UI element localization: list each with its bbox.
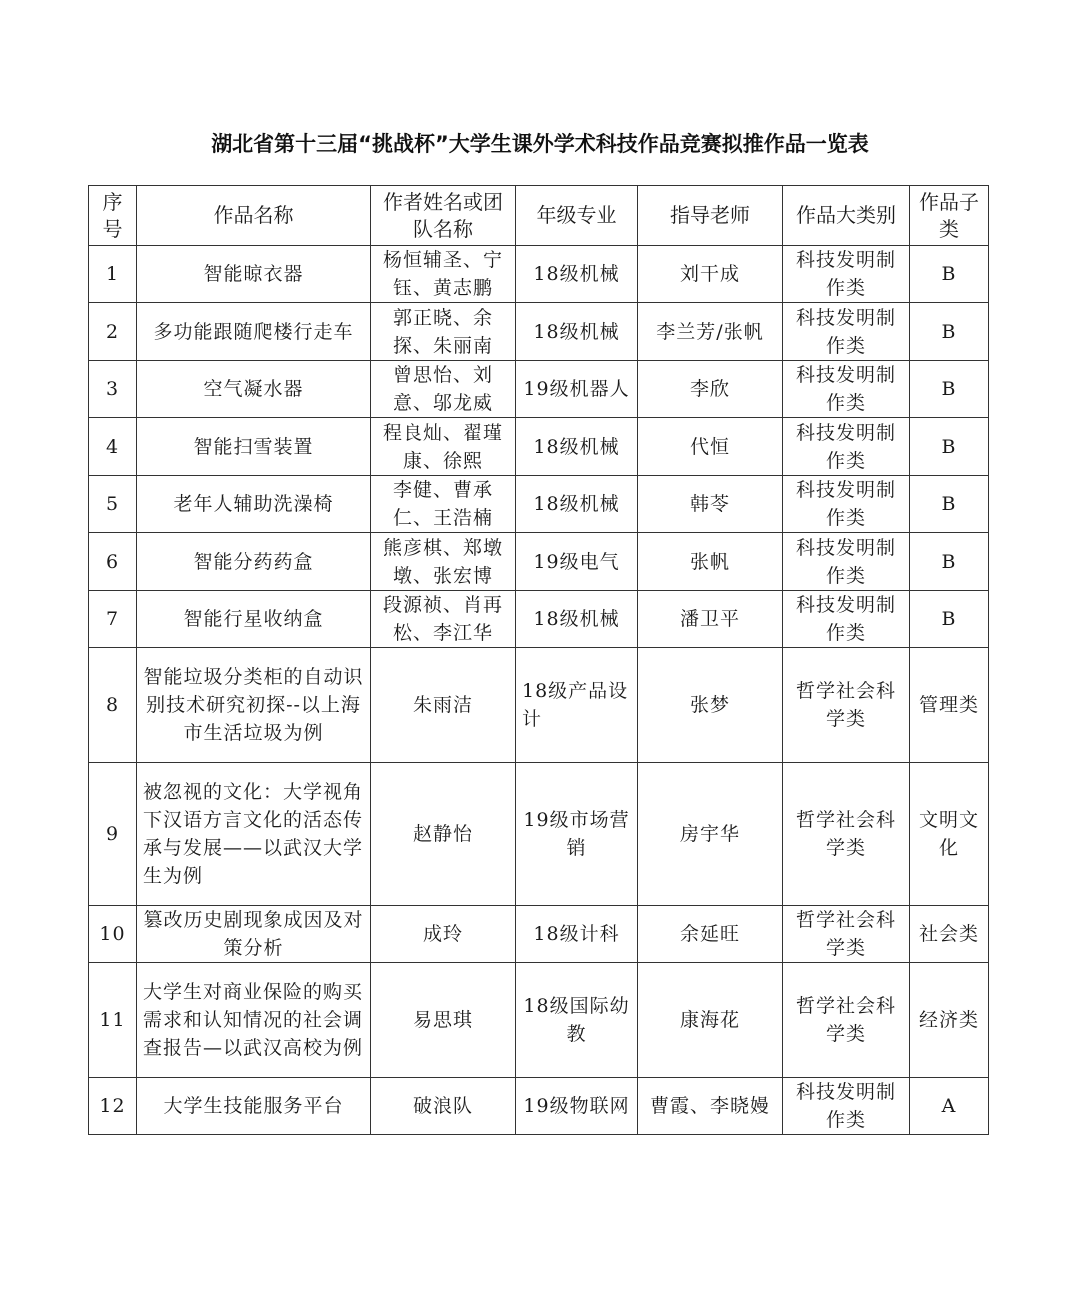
cell-category: 哲学社会科学类: [783, 906, 910, 963]
cell-category: 科技发明制作类: [783, 246, 910, 303]
cell-seq: 9: [89, 763, 137, 906]
cell-category: 哲学社会科学类: [783, 763, 910, 906]
header-teacher: 指导老师: [638, 186, 783, 246]
cell-author: 段源祯、肖再松、李江华: [371, 591, 516, 648]
table-row: [89, 361, 989, 418]
cell-teacher: 房宇华: [638, 763, 783, 906]
cell-seq: 7: [89, 591, 137, 648]
cell-author: 程良灿、翟瑾康、徐熙: [371, 418, 516, 476]
cell-category: 科技发明制作类: [783, 476, 910, 533]
header-major: 年级专业: [516, 186, 638, 246]
cell-name: 老年人辅助洗澡椅: [137, 476, 371, 533]
cell-sub: 经济类: [910, 963, 989, 1078]
cell-author: 成玲: [371, 906, 516, 963]
cell-teacher: 康海花: [638, 963, 783, 1078]
cell-name: 智能垃圾分类柜的自动识别技术研究初探--以上海市生活垃圾为例: [137, 648, 371, 763]
cell-category: 科技发明制作类: [783, 361, 910, 418]
table-row: [89, 648, 989, 763]
cell-sub: B: [910, 418, 989, 476]
cell-seq: 10: [89, 906, 137, 963]
document-title: 湖北省第十三届“挑战杯”大学生课外学术科技作品竞赛拟推作品一览表: [211, 132, 869, 156]
cell-major: 19级电气: [516, 533, 638, 591]
cell-major: 19级市场营销: [516, 763, 638, 906]
cell-sub: 社会类: [910, 906, 989, 963]
table-row: [89, 963, 989, 1078]
cell-category: 科技发明制作类: [783, 418, 910, 476]
cell-sub: B: [910, 533, 989, 591]
cell-major: 18级机械: [516, 246, 638, 303]
cell-seq: 5: [89, 476, 137, 533]
cell-teacher: 潘卫平: [638, 591, 783, 648]
cell-author: 杨恒辅圣、宁钰、黄志鹏: [371, 246, 516, 303]
cell-name: 智能扫雪装置: [137, 418, 371, 476]
cell-category: 科技发明制作类: [783, 303, 910, 361]
header-author: 作者姓名或团队名称: [371, 186, 516, 246]
cell-name: 大学生对商业保险的购买需求和认知情况的社会调查报告—以武汉高校为例: [137, 963, 371, 1078]
cell-sub: B: [910, 246, 989, 303]
cell-name: 被忽视的文化：大学视角下汉语方言文化的活态传承与发展——以武汉大学生为例: [137, 763, 371, 906]
cell-seq: 4: [89, 418, 137, 476]
cell-major: 19级机器人: [516, 361, 638, 418]
header-row: [89, 186, 989, 246]
cell-author: 郭正晓、余探、朱丽南: [371, 303, 516, 361]
cell-name: 大学生技能服务平台: [137, 1078, 371, 1135]
table-row: [89, 418, 989, 476]
cell-teacher: 李欣: [638, 361, 783, 418]
header-name: 作品名称: [137, 186, 371, 246]
cell-sub: B: [910, 591, 989, 648]
cell-category: 哲学社会科学类: [783, 963, 910, 1078]
cell-seq: 3: [89, 361, 137, 418]
table-row: [89, 533, 989, 591]
cell-seq: 11: [89, 963, 137, 1078]
table-row: [89, 763, 989, 906]
header-seq: 序号: [89, 186, 137, 246]
cell-seq: 6: [89, 533, 137, 591]
table-row: [89, 906, 989, 963]
cell-sub: B: [910, 303, 989, 361]
table-row: [89, 591, 989, 648]
works-table: [88, 185, 989, 1135]
cell-seq: 12: [89, 1078, 137, 1135]
cell-major: 18级产品设计: [516, 648, 638, 763]
cell-teacher: 张帆: [638, 533, 783, 591]
cell-major: 18级机械: [516, 476, 638, 533]
cell-major: 18级计科: [516, 906, 638, 963]
cell-teacher: 余延旺: [638, 906, 783, 963]
cell-seq: 8: [89, 648, 137, 763]
cell-seq: 2: [89, 303, 137, 361]
cell-sub: B: [910, 476, 989, 533]
cell-category: 哲学社会科学类: [783, 648, 910, 763]
cell-teacher: 曹霞、李晓嫚: [638, 1078, 783, 1135]
cell-category: 科技发明制作类: [783, 533, 910, 591]
cell-major: 18级机械: [516, 303, 638, 361]
table-row: [89, 246, 989, 303]
cell-name: 智能行星收纳盒: [137, 591, 371, 648]
cell-author: 曾思怡、刘意、邬龙威: [371, 361, 516, 418]
cell-author: 破浪队: [371, 1078, 516, 1135]
cell-author: 李健、曹承仁、王浩楠: [371, 476, 516, 533]
cell-name: 多功能跟随爬楼行走车: [137, 303, 371, 361]
cell-major: 19级物联网: [516, 1078, 638, 1135]
cell-sub: B: [910, 361, 989, 418]
cell-name: 智能晾衣器: [137, 246, 371, 303]
cell-teacher: 刘干成: [638, 246, 783, 303]
cell-teacher: 代恒: [638, 418, 783, 476]
table-row: [89, 1078, 989, 1135]
cell-teacher: 李兰芳/张帆: [638, 303, 783, 361]
table-row: [89, 303, 989, 361]
cell-author: 赵静怡: [371, 763, 516, 906]
cell-teacher: 韩苓: [638, 476, 783, 533]
cell-category: 科技发明制作类: [783, 591, 910, 648]
header-category: 作品大类别: [783, 186, 910, 246]
cell-author: 熊彦棋、郑墩墩、张宏博: [371, 533, 516, 591]
cell-name: 篡改历史剧现象成因及对策分析: [137, 906, 371, 963]
cell-major: 18级机械: [516, 591, 638, 648]
cell-sub: A: [910, 1078, 989, 1135]
cell-author: 朱雨洁: [371, 648, 516, 763]
cell-major: 18级国际幼教: [516, 963, 638, 1078]
cell-teacher: 张梦: [638, 648, 783, 763]
table-row: [89, 476, 989, 533]
cell-sub: 文明文化: [910, 763, 989, 906]
cell-sub: 管理类: [910, 648, 989, 763]
cell-name: 智能分药药盒: [137, 533, 371, 591]
cell-seq: 1: [89, 246, 137, 303]
cell-category: 科技发明制作类: [783, 1078, 910, 1135]
cell-major: 18级机械: [516, 418, 638, 476]
cell-author: 易思琪: [371, 963, 516, 1078]
cell-name: 空气凝水器: [137, 361, 371, 418]
header-subcategory: 作品子类: [910, 186, 989, 246]
